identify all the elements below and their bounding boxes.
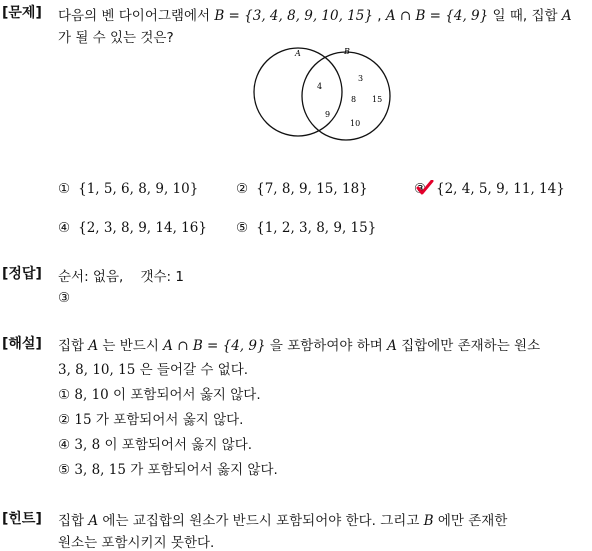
option-text: {2, 4, 5, 9, 11, 14} <box>436 181 565 197</box>
explanation-line-5 <box>58 433 252 453</box>
math: A <box>88 513 99 529</box>
option-text: {1, 2, 3, 8, 9, 15} <box>256 220 377 236</box>
explanation-line-6 <box>58 458 278 478</box>
option-3[interactable] <box>414 181 565 197</box>
explanation-line-1 <box>58 334 540 354</box>
option-text: {2, 3, 8, 9, 14, 16} <box>78 220 207 236</box>
option-number-circle-icon <box>414 181 436 197</box>
math: 15 <box>74 412 92 428</box>
set-a-symbol: A <box>561 8 572 24</box>
problem-line-1 <box>58 4 572 24</box>
hint-tag: [힌트] <box>2 511 42 527</box>
venn-element-3: 3 <box>358 74 364 83</box>
option-number: ③ <box>414 181 427 197</box>
venn-diagram <box>250 44 410 148</box>
option-5[interactable] <box>236 220 376 236</box>
option-1[interactable] <box>58 181 198 197</box>
explanation-line-4 <box>58 408 243 428</box>
math: 3, 8 <box>74 437 101 453</box>
problem-tag: [문제] <box>2 5 42 21</box>
math: A ∩ B = {4, 9} <box>163 338 266 354</box>
text: 에는 교집합의 원소가 반드시 포함되어야 한다. 그리고 <box>98 513 424 529</box>
venn-element-10: 10 <box>350 119 361 128</box>
answer-tag: [정답] <box>2 266 42 282</box>
venn-label-b: B <box>344 47 350 56</box>
intersection-expression: A ∩ B = {4, 9} <box>385 8 489 24</box>
text: 에만 존재한 <box>433 513 508 529</box>
option-number: ④ <box>58 220 71 236</box>
venn-element-4: 4 <box>317 82 323 91</box>
text: 집합 <box>58 338 89 354</box>
math: 3, 8, 15 <box>74 462 126 478</box>
option-text: {1, 5, 6, 8, 9, 10} <box>78 181 199 197</box>
math: A <box>387 338 397 354</box>
problem-text: 일 때, 집합 <box>488 8 562 24</box>
text: 가 포함되어서 옳지 않다. <box>91 412 244 428</box>
text: 이 포함되어서 옳지 않다. <box>108 387 261 403</box>
comma: , <box>372 8 386 24</box>
venn-element-9: 9 <box>325 110 331 119</box>
text: ⑤ <box>58 462 75 478</box>
text: ④ <box>58 437 75 453</box>
answer-line-2: ③ <box>58 290 71 306</box>
venn-label-a: A <box>295 49 301 58</box>
set-b-expression: B = {3, 4, 8, 9, 10, 15} <box>214 8 373 24</box>
explanation-tag: [해설] <box>2 336 42 352</box>
option-number: ② <box>236 181 249 197</box>
option-4[interactable] <box>58 220 207 236</box>
math: 8, 10 <box>74 387 109 403</box>
text: 집합 <box>58 513 89 529</box>
option-2[interactable] <box>236 181 368 197</box>
option-number: ① <box>58 181 71 197</box>
math: 3, 8, 10, 15 <box>58 362 136 378</box>
text: 는 반드시 <box>98 338 164 354</box>
text: 을 포함하여야 하며 <box>265 338 388 354</box>
text: ② <box>58 412 75 428</box>
text: ① <box>58 387 75 403</box>
answer-line-1: 순서: 없음, 갯수: 1 <box>58 269 184 285</box>
hint-line-2: 원소는 포함시키지 못한다. <box>58 535 215 551</box>
hint-line-1 <box>58 509 507 529</box>
option-number: ⑤ <box>236 220 249 236</box>
problem-line-2: 가 될 수 있는 것은? <box>58 30 174 46</box>
math: B <box>423 513 434 529</box>
option-text: {7, 8, 9, 15, 18} <box>256 181 368 197</box>
text: 가 포함되어서 옳지 않다. <box>125 462 278 478</box>
text: 집합에만 존재하는 원소 <box>396 338 541 354</box>
explanation-line-2 <box>58 358 248 378</box>
problem-text: 다음의 벤 다이어그램에서 <box>58 8 215 24</box>
explanation-line-3 <box>58 383 261 403</box>
venn-element-8: 8 <box>351 95 357 104</box>
checkmark-icon <box>416 180 434 196</box>
math: A <box>88 338 99 354</box>
text: 이 포함되어서 옳지 않다. <box>100 437 253 453</box>
venn-element-15: 15 <box>372 95 383 104</box>
venn-circle-a <box>254 48 342 136</box>
text: 은 들어갈 수 없다. <box>135 362 249 378</box>
